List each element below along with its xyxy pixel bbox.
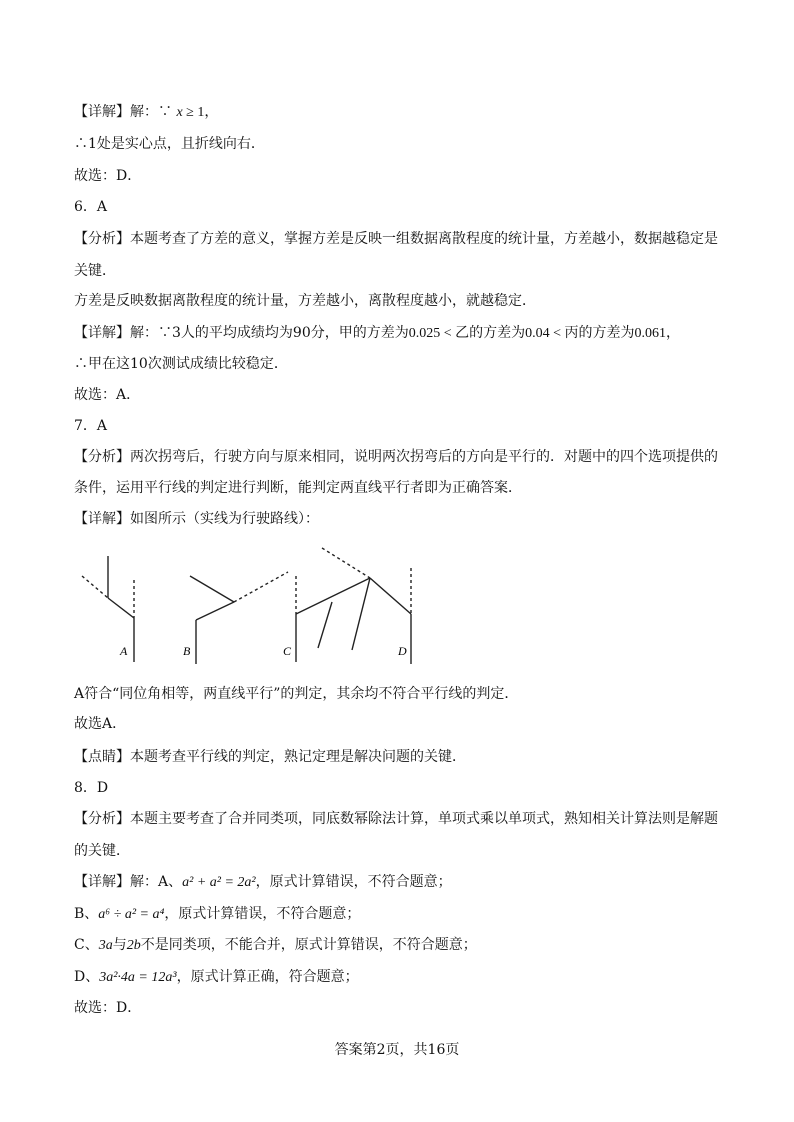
fig-label-c: C bbox=[283, 644, 292, 658]
q8-option-a: 【详解】解：A、a² + a² = 2a²，原式计算错误，不符合题意； bbox=[74, 874, 452, 890]
q8-option-c-term1: 3a bbox=[98, 938, 113, 953]
q6-variance-jia: 0.025 bbox=[408, 326, 441, 341]
q8-option-d: D、3a²·4a = 12a³，原式计算正确，符合题意； bbox=[74, 969, 359, 985]
fig-label-a: A bbox=[120, 644, 128, 658]
q7-number: 7．A bbox=[74, 418, 108, 434]
q7-analysis-line2: 条件，运用平行线的判定进行判断，能判定两直线平行者即为正确答案． bbox=[74, 480, 522, 496]
q8-analysis-line1: 【分析】本题主要考查了合并同类项，同底数幂除法计算，单项式乘以单项式，熟知相关计算法则是解题 bbox=[74, 811, 718, 827]
q8-option-c: C、3a与2b不是同类项，不能合并，原式计算错误，不符合题意； bbox=[74, 937, 477, 953]
fig-cd-dashed-top bbox=[322, 548, 370, 578]
q6-analysis-line1: 【分析】本题考查了方差的意义，掌握方差是反映一组数据离散程度的统计量，方差越小，数据越稳定是 bbox=[74, 231, 718, 247]
q8-option-b: B、a⁶ ÷ a² = a⁴，原式计算错误，不符合题意； bbox=[74, 906, 361, 922]
fig-label-b: B bbox=[183, 644, 191, 658]
q5-answer: 故选：D． bbox=[74, 168, 142, 184]
fig-c-branch-1 bbox=[318, 602, 332, 648]
q7-answer: 故选A． bbox=[74, 716, 127, 732]
q6-variance-yi: 0.04 bbox=[525, 326, 550, 341]
q6-conclusion: ∴甲在这10次测试成绩比较稳定． bbox=[74, 356, 288, 372]
q8-number: 8．D bbox=[74, 780, 109, 796]
fig-a-route-turn bbox=[108, 598, 134, 618]
q5-detail-line: 【详解】解：∵ x ≥ 1， bbox=[74, 104, 219, 120]
fig-b-dashed-extension bbox=[234, 572, 288, 602]
q5-reason-line: ∴1处是实心点，且折线向右． bbox=[74, 136, 265, 152]
q7-figure bbox=[74, 540, 424, 669]
q6-variance-bing: 0.061 bbox=[634, 326, 667, 341]
fig-d-route-turn bbox=[370, 578, 411, 614]
q8-option-d-expression: 3a²·4a = 12a³ bbox=[99, 970, 177, 985]
fig-b-route-upper bbox=[190, 576, 234, 602]
q6-number: 6．A bbox=[74, 199, 108, 215]
fig-b-route-turn bbox=[196, 602, 234, 620]
q6-analysis-line2: 关键． bbox=[74, 263, 116, 279]
fig-a-dashed-extension bbox=[82, 576, 108, 598]
q6-analysis-line3: 方差是反映数据离散程度的统计量，方差越小，离散程度越小，就越稳定． bbox=[74, 293, 536, 309]
q7-analysis-line1: 【分析】两次拐弯后，行驶方向与原来相同，说明两次拐弯后的方向是平行的．对题中的四个选项提供的 bbox=[74, 449, 718, 465]
fig-c-branch-2 bbox=[352, 578, 370, 650]
q6-answer: 故选：A． bbox=[74, 387, 141, 403]
fig-label-d: D bbox=[398, 644, 407, 658]
q8-option-b-expression: a⁶ ÷ a² = a⁴ bbox=[98, 907, 165, 922]
q5-variable-x: x bbox=[176, 105, 183, 120]
fig-c-route-diagonal bbox=[296, 578, 370, 614]
page-footer: 答案第2页，共16页 bbox=[334, 1042, 460, 1058]
q8-option-c-term2: 2b bbox=[126, 938, 141, 953]
q7-comment: 【点睛】本题考查平行线的判定，熟记定理是解决问题的关键． bbox=[74, 749, 466, 765]
q7-route-diagram bbox=[74, 540, 424, 665]
q6-detail-line: 【详解】解：∵3人的平均成绩均为90分，甲的方差为0.025 < 乙的方差为0.04 < 丙的方差为0.061， bbox=[74, 325, 681, 341]
q8-analysis-line2: 的关键． bbox=[74, 843, 130, 859]
q7-detail: 【详解】如图所示（实线为行驶路线）： bbox=[74, 511, 319, 527]
q8-answer: 故选：D． bbox=[74, 1000, 142, 1016]
q8-option-a-expression: a² + a² = 2a² bbox=[182, 875, 256, 890]
q7-conclusion: A符合“同位角相等，两直线平行”的判定，其余均不符合平行线的判定． bbox=[74, 686, 519, 702]
